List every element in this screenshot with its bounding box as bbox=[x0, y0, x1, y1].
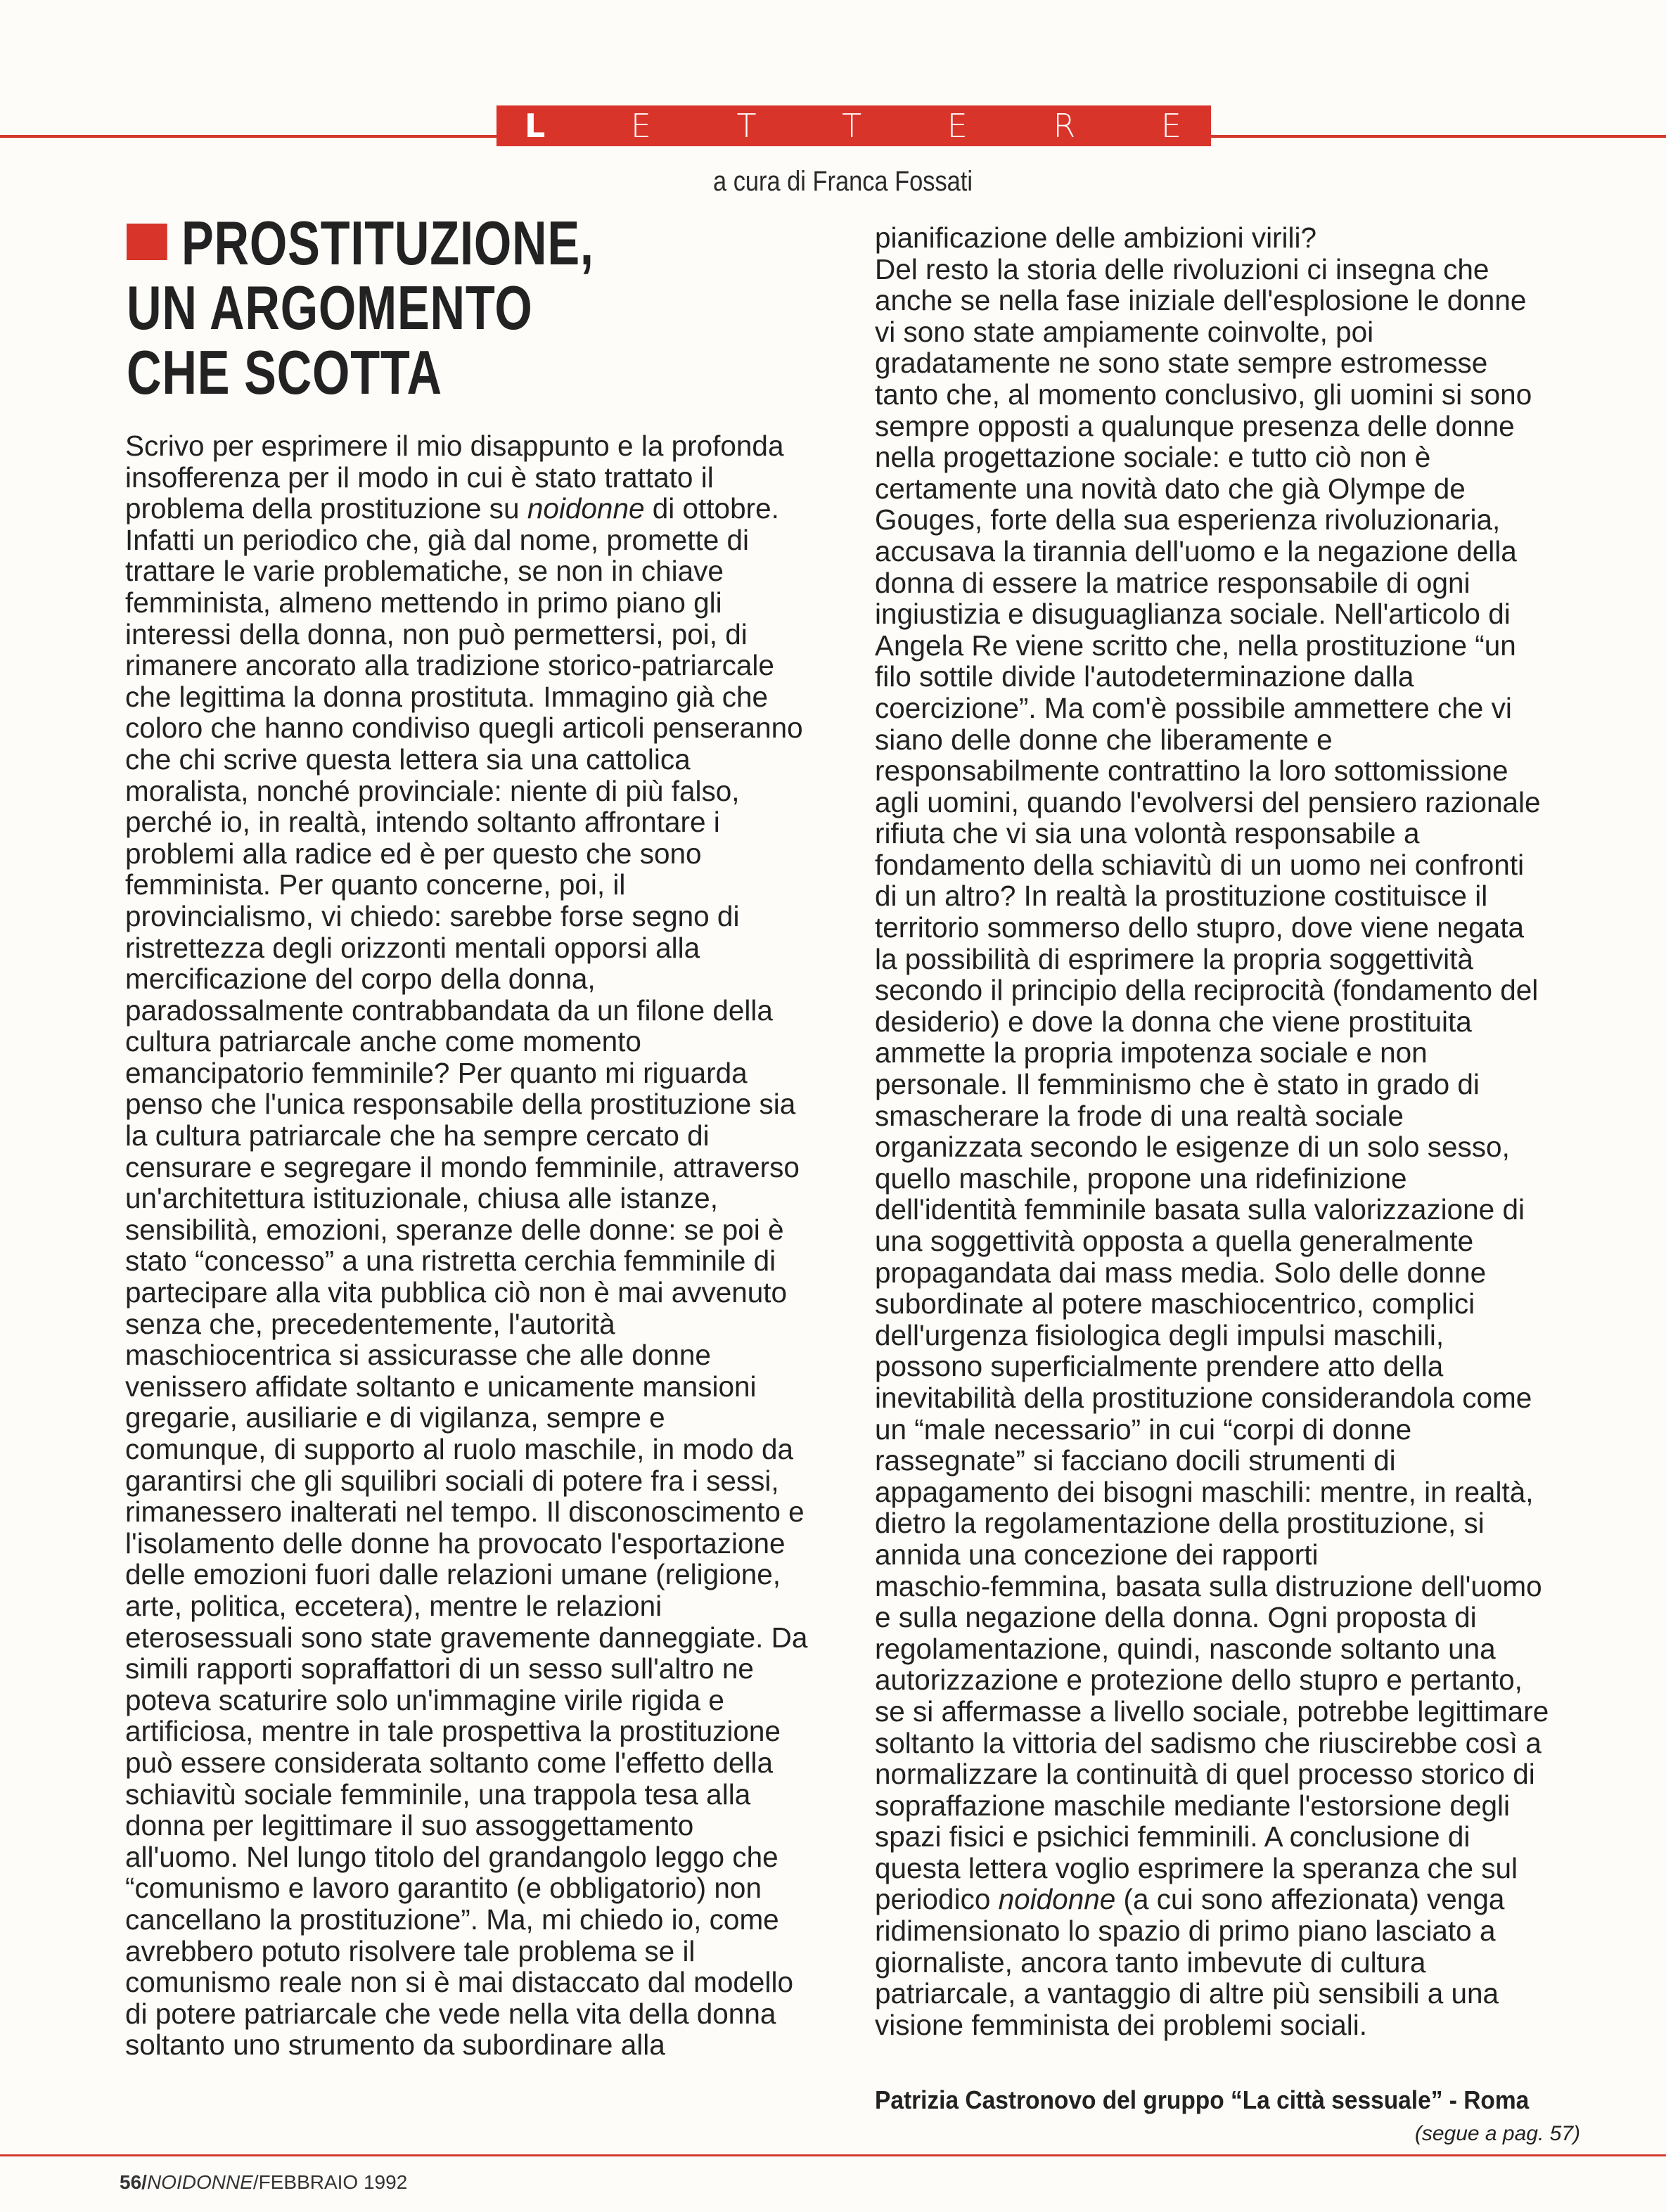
text-line: poteva scaturire solo un'immagine virile rigida e bbox=[125, 1683, 724, 1716]
text-line: comunismo reale non si è mai distaccato dal modello bbox=[125, 1966, 793, 1999]
text-line: ridimensionato lo spazio di primo piano lasciato a bbox=[875, 1915, 1496, 1948]
text-line: venissero affidate soltanto e unicamente mansioni bbox=[125, 1370, 757, 1403]
text-line: femminista. Per quanto concerne, poi, il bbox=[125, 868, 626, 901]
text-line: ristrettezza degli orizzonti mentali opporsi alla bbox=[125, 931, 700, 964]
text-line: e sulla negazione della donna. Ogni proposta di bbox=[875, 1601, 1477, 1634]
page-number: 56/ bbox=[120, 2171, 147, 2193]
headline-line-3: CHE SCOTTA bbox=[127, 337, 442, 407]
section-letter: R bbox=[1053, 107, 1077, 145]
text-line: responsabilmente contrattino la loro sottomissione bbox=[875, 754, 1508, 787]
section-letter: T bbox=[736, 107, 758, 145]
text-line: organizzata secondo le esigenze di un solo sesso, bbox=[875, 1131, 1510, 1164]
text-line: ammette la propria impotenza sociale e non bbox=[875, 1036, 1428, 1069]
section-letter: E bbox=[947, 107, 969, 145]
text-line: coloro che hanno condiviso quegli articoli penseranno bbox=[125, 712, 803, 745]
text-line: secondo il principio della reciprocità (fondamento del bbox=[875, 974, 1539, 1007]
footer-rule bbox=[0, 2154, 1666, 2156]
left-text-column bbox=[125, 430, 842, 2061]
headline-line-1 bbox=[127, 208, 686, 278]
text-line bbox=[875, 1884, 1585, 1915]
continued-note: (segue a pag. 57) bbox=[1414, 2122, 1580, 2145]
text-line: avrebbero potuto risolvere tale problema se il bbox=[125, 1934, 696, 1967]
text-line: regolamentazione, quindi, nasconde soltanto una bbox=[875, 1632, 1496, 1665]
text-line: siano delle donne che liberamente e bbox=[875, 723, 1333, 756]
section-header-lettere bbox=[496, 105, 1211, 146]
text-line: all'uomo. Nel lungo titolo del grandangolo leggo che bbox=[125, 1840, 778, 1873]
text-line: soltanto uno strumento da subordinare alla bbox=[125, 2028, 665, 2062]
text-line: rimanere ancorato alla tradizione storico-patriarcale bbox=[125, 649, 774, 682]
text-line: fondamento della schiavitù di un uomo nei confronti bbox=[875, 848, 1525, 881]
text-line: paradossalmente contrabbandata da un filone della bbox=[125, 994, 773, 1027]
text-line: gradatamente ne sono state sempre estromesse bbox=[875, 347, 1488, 380]
text-line: Gouges, forte della sua esperienza rivoluzionaria, bbox=[875, 503, 1501, 536]
text-line: se si affermasse a livello sociale, potrebbe legittimare bbox=[875, 1695, 1549, 1728]
text-line: giornaliste, ancora tanto imbevute di cultura bbox=[875, 1946, 1426, 1979]
text-line: la cultura patriarcale che ha sempre cercato di bbox=[125, 1119, 710, 1152]
text-line: di un altro? In realtà la prostituzione costituisce il bbox=[875, 880, 1488, 913]
text-line: anche se nella fase iniziale dell'esplosione le donne bbox=[875, 284, 1527, 317]
text-line: che chi scrive questa lettera sia una cattolica bbox=[125, 742, 691, 776]
text-line: femminista, almeno mettendo in primo piano gli bbox=[125, 586, 722, 619]
text-line: Del resto la storia delle rivoluzioni ci insegna che bbox=[875, 252, 1489, 285]
text-line: penso che l'unica responsabile della prostituzione sia bbox=[125, 1088, 796, 1121]
text-line: comunque, di supporto al ruolo maschile, in modo da bbox=[125, 1433, 794, 1465]
text-line: schiavitù sociale femminile, una trappola tesa alla bbox=[125, 1777, 751, 1811]
text-line: Angela Re viene scritto che, nella prostituzione “un bbox=[875, 629, 1516, 662]
text-line: perché io, in realtà, intendo soltanto affrontare i bbox=[125, 806, 720, 839]
text-line: garantirsi che gli squilibri sociali di potere fra i sessi, bbox=[125, 1464, 779, 1497]
text-line: può essere considerata soltanto come l'effetto della bbox=[125, 1746, 774, 1779]
text-segment: periodico bbox=[875, 1883, 999, 1916]
section-letter: E bbox=[1160, 107, 1183, 145]
text-line: trattare le varie problematiche, se non in chiave bbox=[125, 555, 724, 588]
text-line: di potere patriarcale che vede nella vita della donna bbox=[125, 1997, 776, 2030]
text-line: la possibilità di esprimere la propria soggettività bbox=[875, 942, 1473, 975]
text-line: sensibilità, emozioni, speranze delle donne: se poi è bbox=[125, 1213, 784, 1246]
text-line: personale. Il femminismo che è stato in grado di bbox=[875, 1068, 1480, 1101]
text-line: tanto che, al momento conclusivo, gli uomini si sono bbox=[875, 378, 1532, 411]
text-line: questa lettera voglio esprimere la speranza che sul bbox=[875, 1851, 1518, 1884]
text-line: visione femminista dei problemi sociali. bbox=[875, 2008, 1368, 2041]
text-segment: (a cui sono affezionata) venga bbox=[1115, 1883, 1505, 1916]
text-line: accusava la tirannia dell'uomo e la negazione della bbox=[875, 534, 1517, 567]
text-line: ingiustizia e disuguaglianza sociale. Nell'articolo di bbox=[875, 598, 1511, 631]
footer-magazine: NOIDONNE bbox=[146, 2171, 253, 2193]
text-line: eterosessuali sono state gravemente danneggiate. Da bbox=[125, 1621, 808, 1654]
text-line: censurare e segregare il mondo femminile, attraverso bbox=[125, 1150, 800, 1183]
text-line: arte, politica, eccetera), mentre le relazioni bbox=[125, 1589, 662, 1622]
text-line: una soggettività opposta a quella generalmente bbox=[875, 1225, 1474, 1257]
text-line: donna per legittimare il suo assoggettamento bbox=[125, 1809, 694, 1842]
text-segment: di ottobre. bbox=[644, 492, 779, 525]
text-line: rifiuta che vi sia una volontà responsabile a bbox=[875, 817, 1420, 850]
section-letter: E bbox=[630, 107, 653, 145]
text-line: mercificazione del corpo della donna, bbox=[125, 963, 596, 996]
text-line: artificiosa, mentre in tale prospettiva la prostituzione bbox=[125, 1715, 781, 1748]
section-letter: L bbox=[525, 107, 547, 145]
text-segment: problema della prostituzione su bbox=[125, 492, 527, 525]
text-line: maschiocentrica si assicurasse che alle donne bbox=[125, 1339, 711, 1372]
text-line: Infatti un periodico che, già dal nome, promette di bbox=[125, 523, 750, 556]
magazine-name: noidonne bbox=[998, 1883, 1116, 1916]
page-footer bbox=[120, 2171, 407, 2194]
text-line: cultura patriarcale anche come momento bbox=[125, 1025, 641, 1058]
text-line: interessi della donna, non può permettersi, poi, di bbox=[125, 617, 748, 650]
article-headline bbox=[127, 208, 686, 407]
text-line: un “male necessario” in cui “corpi di donne bbox=[875, 1413, 1412, 1446]
text-line: emancipatorio femminile? Per quanto mi riguarda bbox=[125, 1056, 748, 1089]
text-line: annida una concezione dei rapporti bbox=[875, 1538, 1319, 1571]
text-line: dietro la regolamentazione della prostituzione, si bbox=[875, 1507, 1485, 1540]
text-line: sempre opposti a qualunque presenza delle donne bbox=[875, 409, 1515, 442]
text-line: gregarie, ausiliarie e di vigilanza, sempre e bbox=[125, 1401, 665, 1434]
text-line: delle emozioni fuori dalle relazioni umane (religione, bbox=[125, 1558, 781, 1591]
text-line: insofferenza per il modo in cui è stato trattato il bbox=[125, 461, 714, 494]
magazine-name: noidonne bbox=[527, 492, 645, 525]
text-line: subordinate al potere maschiocentrico, complici bbox=[875, 1287, 1475, 1320]
text-line: desiderio) e dove la donna che viene prostituita bbox=[875, 1005, 1472, 1038]
text-line: propagandata dai mass media. Solo delle donne bbox=[875, 1256, 1487, 1289]
text-line: dell'urgenza fisiologica degli impulsi maschili, bbox=[875, 1318, 1444, 1351]
text-line: Scrivo per esprimere il mio disappunto e la profonda bbox=[125, 430, 784, 462]
curator-credit: a cura di Franca Fossati bbox=[713, 166, 973, 197]
text-line: certamente una novità dato che già Olympe de bbox=[875, 472, 1466, 505]
text-line: rimanessero inalterati nel tempo. Il disconoscimento e bbox=[125, 1496, 805, 1529]
text-line bbox=[125, 493, 842, 525]
right-text-column bbox=[875, 222, 1585, 2040]
text-line: partecipare alla vita pubblica ciò non è mai avvenuto bbox=[125, 1276, 788, 1309]
text-line: un'architettura istituzionale, chiusa alle istanze, bbox=[125, 1182, 718, 1215]
text-line: stato “concesso” a una ristretta cerchia femminile di bbox=[125, 1245, 776, 1278]
text-line: l'isolamento delle donne ha provocato l'esportazione bbox=[125, 1526, 786, 1560]
text-line: senza che, precedentemente, l'autorità bbox=[125, 1307, 615, 1340]
text-line: patriarcale, a vantaggio di altre più sensibili a una bbox=[875, 1977, 1499, 2010]
headline-bullet-square bbox=[127, 224, 167, 260]
text-line: coercizione”. Ma com'è possibile ammettere che vi bbox=[875, 691, 1512, 724]
text-line: rassegnate” si facciano docili strumenti di bbox=[875, 1444, 1396, 1477]
text-line: autorizzazione e protezione dello stupro e pertanto, bbox=[875, 1664, 1523, 1697]
text-line: soltanto la vittoria del sadismo che riuscirebbe così a bbox=[875, 1726, 1542, 1759]
text-line: spazi fisici e psichici femminili. A conclusione di bbox=[875, 1820, 1470, 1853]
text-line: simili rapporti sopraffattori di un sesso sull'altro ne bbox=[125, 1652, 754, 1685]
text-line: vi sono state ampiamente coinvolte, poi bbox=[875, 315, 1374, 348]
text-line: territorio sommerso dello stupro, dove viene negata bbox=[875, 911, 1524, 944]
text-line: quello maschile, propone una ridefinizione bbox=[875, 1162, 1407, 1195]
headline-text-1: PROSTITUZIONE, bbox=[181, 208, 594, 278]
letter-signature: Patrizia Castronovo del gruppo “La città sessuale” - Roma bbox=[875, 2085, 1530, 2114]
text-line: filo sottile divide l'autodeterminazione dalla bbox=[875, 660, 1414, 693]
text-line: provincialismo, vi chiedo: sarebbe forse segno di bbox=[125, 899, 740, 932]
text-line: dell'identità femminile basata sulla valorizzazione di bbox=[875, 1193, 1525, 1226]
text-line: che legittima la donna prostituta. Immagino già che bbox=[125, 680, 769, 713]
text-line: appagamento dei bisogni maschili: mentre, in realtà, bbox=[875, 1475, 1534, 1508]
text-line: nella progettazione sociale: e tutto ciò non è bbox=[875, 441, 1431, 474]
text-line: agli uomini, quando l'evolversi del pensiero razionale bbox=[875, 785, 1541, 818]
text-line: pianificazione delle ambizioni virili? bbox=[875, 221, 1317, 254]
text-line: possono superficialmente prendere atto della bbox=[875, 1350, 1444, 1383]
footer-date: /FEBBRAIO 1992 bbox=[252, 2171, 408, 2193]
text-line: inevitabilità della prostituzione considerandola come bbox=[875, 1381, 1532, 1414]
text-line: maschio-femmina, basata sulla distruzione dell'uomo bbox=[875, 1569, 1542, 1602]
text-line: “comunismo e lavoro garantito (e obbligatorio) non bbox=[125, 1872, 762, 1905]
text-line: cancellano la prostituzione”. Ma, mi chiedo io, come bbox=[125, 1903, 779, 1936]
text-line: normalizzare la continuità di quel processo storico di bbox=[875, 1758, 1535, 1791]
text-line: donna di essere la matrice responsabile di ogni bbox=[875, 566, 1470, 599]
headline-line-2: UN ARGOMENTO bbox=[127, 273, 533, 342]
text-line: moralista, nonché provinciale: niente di più falso, bbox=[125, 774, 740, 807]
text-line: smascherare la frode di una realtà sociale bbox=[875, 1099, 1404, 1132]
text-line: sopraffazione maschile mediante l'estorsione degli bbox=[875, 1789, 1511, 1822]
section-letter: T bbox=[842, 107, 864, 145]
text-line: problemi alla radice ed è per questo che sono bbox=[125, 837, 702, 870]
